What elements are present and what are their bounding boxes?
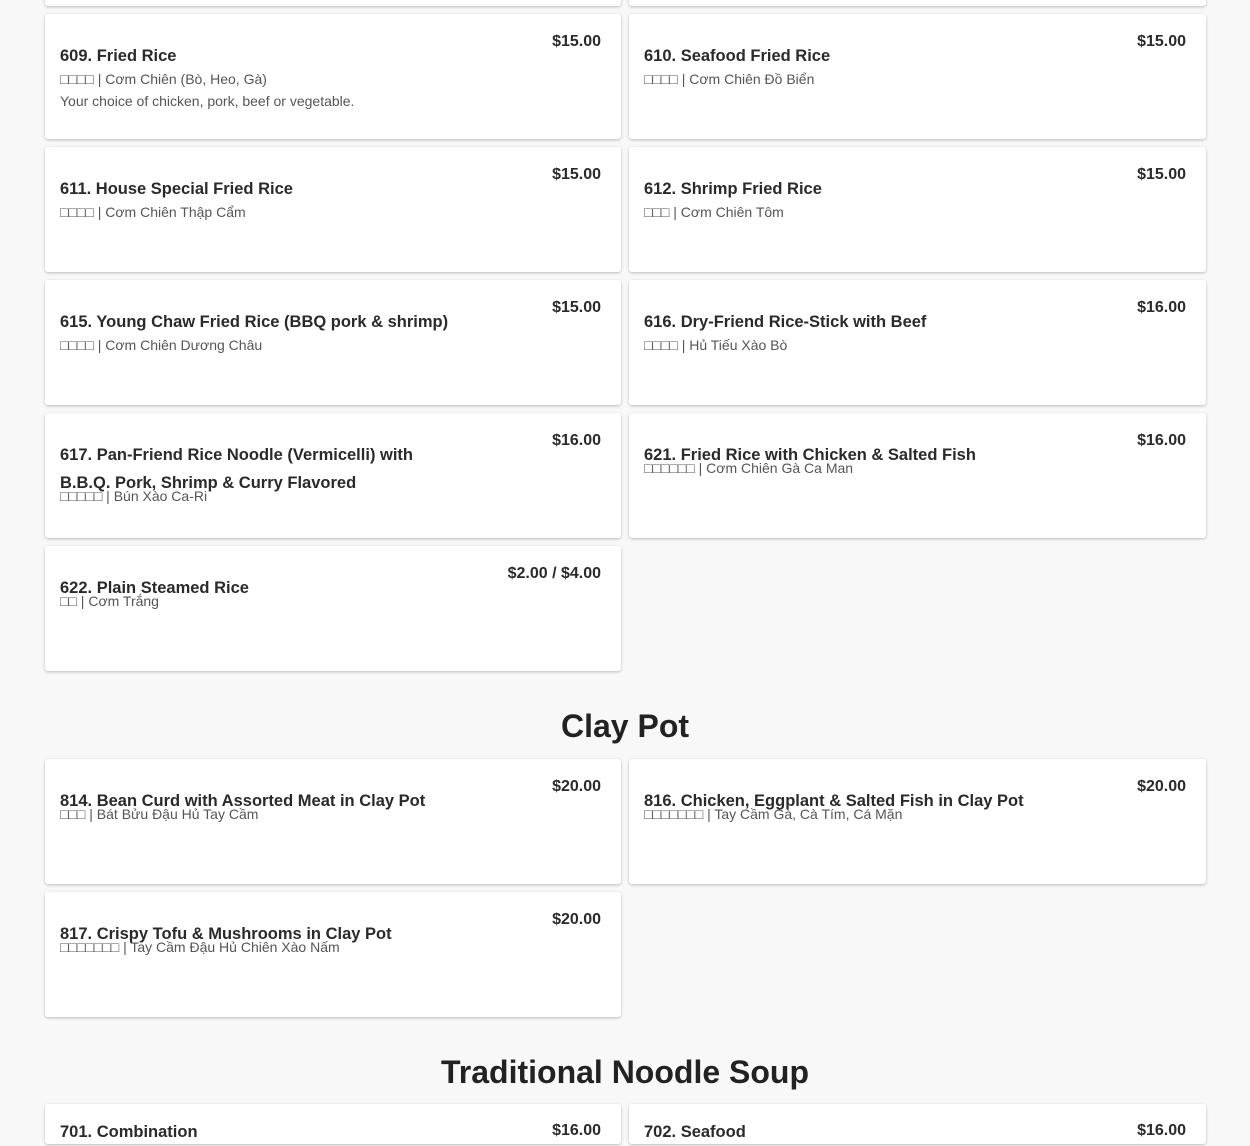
menu-item-card[interactable] (629, 14, 1206, 139)
item-name: 615. Young Chaw Fried Rice (BBQ pork & shrimp) (60, 313, 449, 331)
menu-item-card[interactable] (45, 759, 621, 884)
item-price: $16.00 (1137, 432, 1186, 449)
item-price: $20.00 (552, 911, 601, 928)
item-price: $16.00 (552, 1122, 601, 1139)
section-title-noodle-soup: Traditional Noodle Soup (441, 1054, 809, 1090)
item-price: $20.00 (552, 778, 601, 795)
menu-item-card[interactable] (629, 1104, 1206, 1144)
item-price: $15.00 (552, 299, 601, 316)
item-subtitle: □□□□□□□ | Tay Cầm Đậu Hủ Chiên Xào Nấm (60, 939, 340, 955)
item-price: $20.00 (1137, 778, 1186, 795)
item-name: 611. House Special Fried Rice (60, 180, 293, 198)
menu-item-card[interactable] (45, 14, 621, 139)
item-name: 610. Seafood Fried Rice (644, 47, 831, 65)
menu-card-partial (45, 0, 621, 6)
item-subtitle: □□□□ | Cơm Chiên Đồ Biển (644, 71, 815, 87)
item-price: $15.00 (1137, 166, 1186, 183)
item-price: $16.00 (552, 432, 601, 449)
menu-item-card[interactable] (45, 413, 621, 538)
item-subtitle: □□□ | Bát Bửu Đậu Hủ Tay Cầm (60, 806, 259, 822)
item-subtitle: □□□□ | Cơm Chiên Dương Châu (60, 337, 263, 353)
item-name: 816. Chicken, Eggplant & Salted Fish in Clay Pot (644, 792, 1024, 810)
item-subtitle: □□□□□□□ | Tay Cầm Gà, Cà Tím, Cá Mặn (644, 806, 903, 822)
item-name: 701. Combination (60, 1123, 198, 1141)
item-subtitle: □□ | Cơm Trắng (60, 593, 159, 609)
item-name: 617. Pan-Friend Rice Noodle (Vermicelli) with B.B.Q. Pork, Shrimp & Curry Flavored (60, 446, 414, 492)
item-name: 616. Dry-Friend Rice-Stick with Beef (644, 313, 927, 331)
item-subtitle: □□□□ | Hủ Tiếu Xào Bò (644, 337, 788, 353)
menu-card-partial (629, 0, 1206, 6)
item-name: 814. Bean Curd with Assorted Meat in Clay Pot (60, 792, 426, 810)
menu-item-card[interactable] (629, 280, 1206, 405)
menu-item-card[interactable] (45, 546, 621, 671)
menu-item-card[interactable] (45, 147, 621, 272)
section-title-clay-pot: Clay Pot (560, 708, 690, 744)
item-price: $16.00 (1137, 299, 1186, 316)
item-price: $15.00 (1137, 33, 1186, 50)
item-name: 622. Plain Steamed Rice (60, 579, 249, 597)
menu-item-card[interactable] (629, 759, 1206, 884)
item-subtitle: □□□□ | Cơm Chiên (Bò, Heo, Gà) (60, 71, 267, 87)
item-subtitle: □□□ | Cơm Chiên Tôm (644, 204, 784, 220)
menu-item-card[interactable] (45, 892, 621, 1017)
item-name: 612. Shrimp Fried Rice (644, 180, 822, 198)
item-name: 702. Seafood (644, 1123, 746, 1141)
item-name: 621. Fried Rice with Chicken & Salted Fish (644, 446, 976, 464)
item-subtitle: □□□□□ | Bún Xào Ca-Ri (60, 488, 208, 504)
menu-item-card[interactable] (629, 413, 1206, 538)
item-price: $2.00 / $4.00 (507, 565, 601, 582)
item-price: $15.00 (552, 166, 601, 183)
item-description: Your choice of chicken, pork, beef or vegetable. (60, 93, 355, 109)
menu-item-card[interactable] (45, 1104, 621, 1144)
item-subtitle: □□□□□□ | Cơm Chiên Gà Ca Man (644, 460, 854, 476)
menu-item-card[interactable] (45, 280, 621, 405)
item-price: $15.00 (552, 33, 601, 50)
item-subtitle: □□□□ | Cơm Chiên Thập Cẩm (60, 204, 246, 220)
item-price: $16.00 (1137, 1122, 1186, 1139)
item-name: 609. Fried Rice (60, 47, 177, 65)
menu-item-card[interactable] (629, 147, 1206, 272)
item-name: 817. Crispy Tofu & Mushrooms in Clay Pot (60, 925, 392, 943)
